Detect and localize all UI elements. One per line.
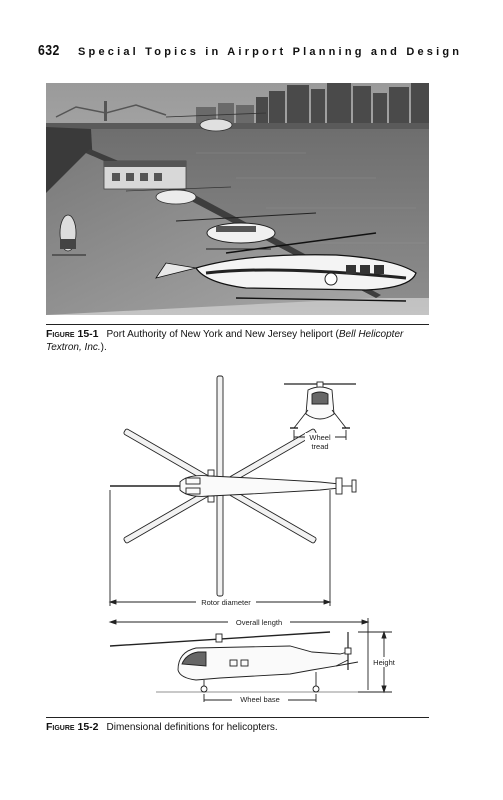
figure-15-1-credit: Bell Helicopter Textron, Inc. — [46, 329, 404, 353]
figure-15-2-caption-text: Dimensional definitions for helicopters. — [106, 722, 278, 733]
side-view — [110, 632, 370, 692]
front-view — [284, 382, 356, 440]
wheel-base-label: Wheel base — [240, 695, 280, 702]
figure-15-1-caption-text: Port Authority of New York and New Jersey heliport ( — [106, 329, 339, 340]
heliport-photo — [46, 83, 429, 315]
page-number: 632 — [38, 42, 60, 59]
running-header — [38, 42, 468, 60]
figure-15-2-label: Figure 15-2 — [46, 721, 99, 733]
figure-15-1-caption — [46, 328, 429, 354]
caption-rule-1 — [46, 324, 429, 325]
running-head-title: Special Topics in Airport Planning and Design — [78, 46, 463, 58]
rotor-diameter-label: Rotor diameter — [201, 598, 251, 607]
overall-length-label: Overall length — [235, 618, 283, 627]
height-label: Height — [373, 658, 395, 667]
figure-15-2-caption — [46, 721, 429, 734]
figure-15-1-caption-end: ). — [100, 342, 107, 353]
figure-15-1-label: Figure 15-1 — [46, 328, 99, 340]
wheel-tread-label-line1: Wheel — [309, 433, 331, 442]
caption-rule-2 — [46, 717, 429, 718]
wheel-tread-label-line2: tread — [311, 442, 329, 451]
helicopter-dimension-diagram — [100, 370, 400, 702]
